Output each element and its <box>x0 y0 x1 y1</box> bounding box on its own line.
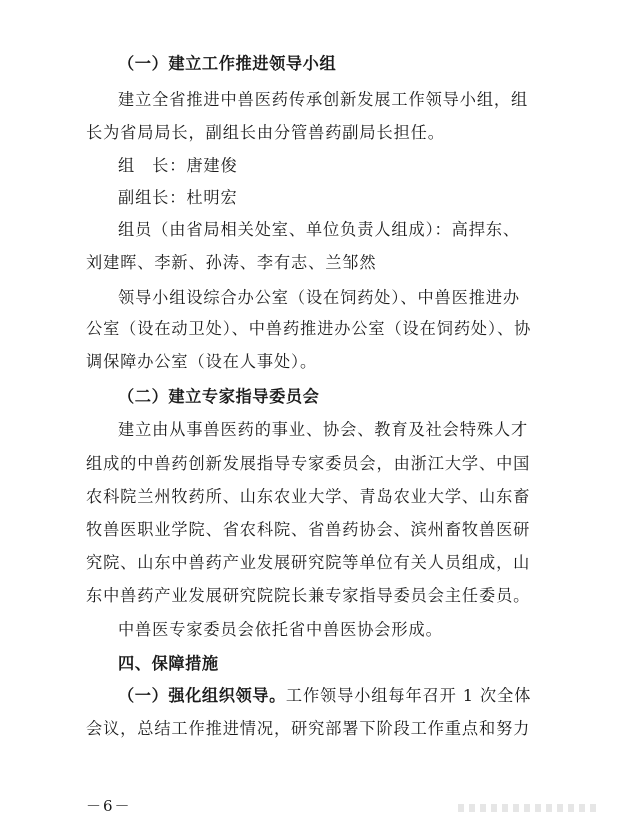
paragraph-line <box>118 686 568 706</box>
paragraph-line: 调保障办公室（设在人事处）。 <box>86 352 318 371</box>
subsection-heading-leading-group: （一）建立工作推进领导小组 <box>118 54 337 73</box>
paragraph-line: 会议，总结工作推进情况，研究部署下阶段工作重点和努力 <box>86 719 531 738</box>
subsection-heading-organization: （一）强化组织领导。 <box>118 686 286 705</box>
members-line: 刘建晖、李新、孙涛、李有志、兰邹然 <box>86 253 377 272</box>
paragraph-line: 牧兽医职业学院、省农科院、省兽药协会、滨州畜牧兽医研 <box>86 520 531 539</box>
faint-footer-mark <box>458 804 598 812</box>
subsection-heading-expert-committee: （二）建立专家指导委员会 <box>118 387 320 406</box>
members-line: 组员（由省局相关处室、单位负责人组成）：高捍东、 <box>118 220 520 239</box>
page-number: －6－ <box>86 797 132 815</box>
deputy-leader-line: 副组长：杜明宏 <box>118 188 238 207</box>
paragraph-line: 领导小组设综合办公室（设在饲药处）、中兽医推进办 <box>118 288 520 307</box>
paragraph-line: 组成的中兽药创新发展指导专家委员会，由浙江大学、中国 <box>86 454 531 473</box>
paragraph-text: 工作领导小组每年召开 1 次全体 <box>285 686 532 705</box>
paragraph-line: 建立全省推进中兽医药传承创新发展工作领导小组，组 <box>118 90 529 109</box>
paragraph-line: 建立由从事兽医药的事业、协会、教育及社会特殊人才 <box>118 420 529 439</box>
paragraph-line: 农科院兰州牧药所、山东农业大学、青岛农业大学、山东畜 <box>86 487 531 506</box>
section-heading-safeguards: 四、保障措施 <box>118 654 219 673</box>
paragraph-line: 东中兽药产业发展研究院院长兼专家指导委员会主任委员。 <box>86 586 531 605</box>
paragraph-line: 长为省局局长，副组长由分管兽药副局长担任。 <box>86 123 445 142</box>
leader-line: 组 长：唐建俊 <box>118 156 238 175</box>
paragraph-line: 公室（设在动卫处）、中兽药推进办公室（设在饲药处）、协 <box>86 319 532 338</box>
paragraph-line: 究院、山东中兽药产业发展研究院等单位有关人员组成，山 <box>86 553 531 572</box>
paragraph-line: 中兽医专家委员会依托省中兽医协会形成。 <box>118 620 443 639</box>
